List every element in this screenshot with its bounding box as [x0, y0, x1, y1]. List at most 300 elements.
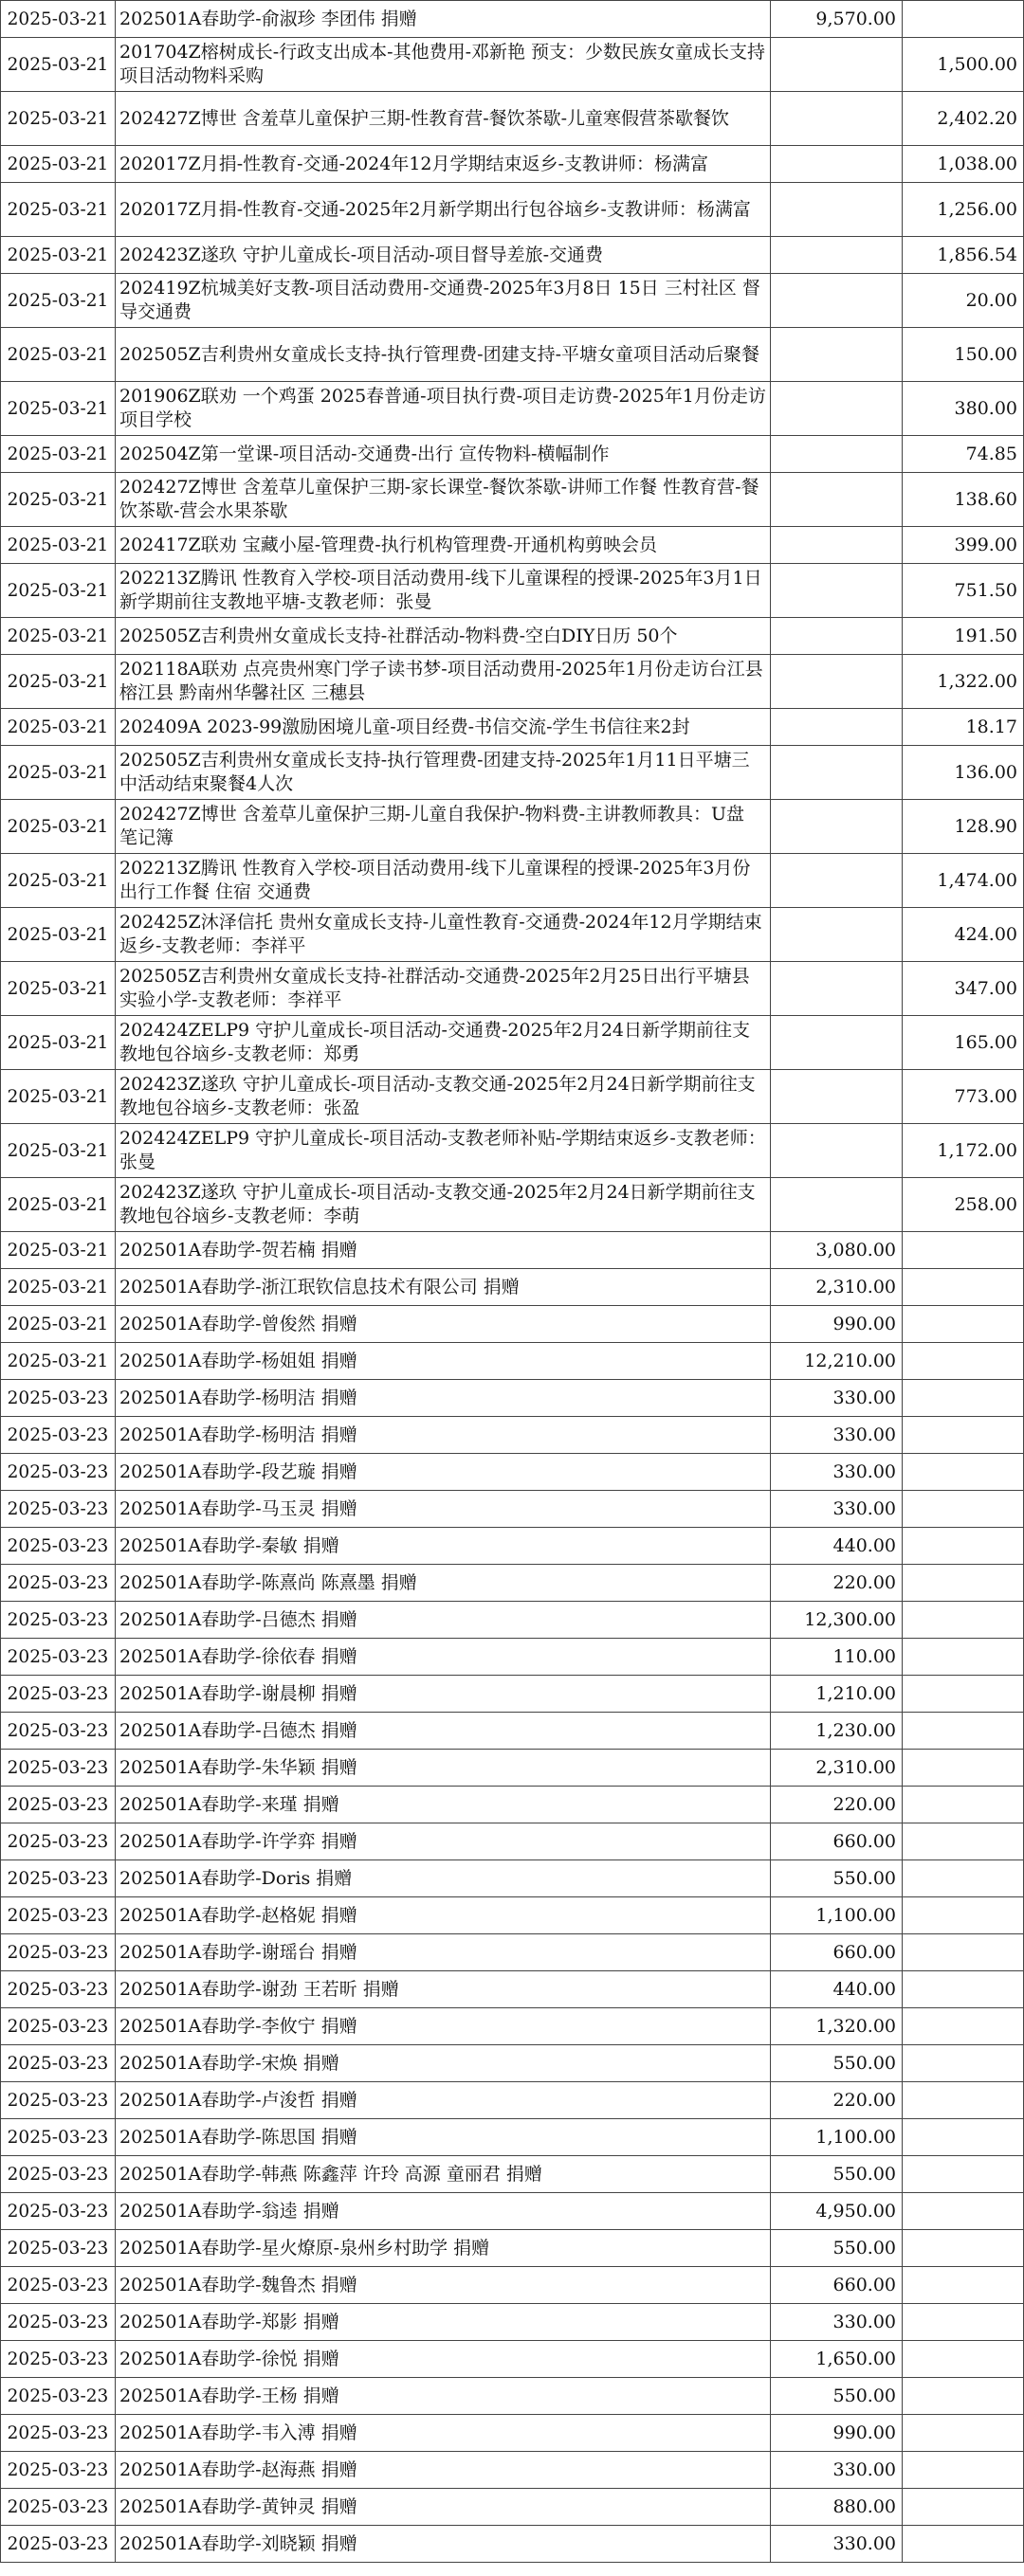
- expense-amount-cell: 399.00: [903, 527, 1024, 564]
- description-cell: 202501A春助学-浙江珉钦信息技术有限公司 捐赠: [116, 1269, 771, 1306]
- expense-amount-cell: [903, 1787, 1024, 1823]
- table-row: [1, 908, 1024, 962]
- date-cell: 2025-03-23: [1, 1897, 116, 1934]
- description-cell: 202501A春助学-郑影 捐赠: [116, 2304, 771, 2341]
- expense-amount-cell: 1,322.00: [903, 655, 1024, 709]
- income-amount-cell: [771, 146, 903, 183]
- date-cell: 2025-03-21: [1, 274, 116, 328]
- ledger-body: [1, 1, 1024, 2563]
- table-row: [1, 1380, 1024, 1417]
- table-row: [1, 1713, 1024, 1750]
- date-cell: 2025-03-23: [1, 1528, 116, 1565]
- table-row: [1, 2341, 1024, 2378]
- date-cell: 2025-03-23: [1, 2304, 116, 2341]
- income-amount-cell: [771, 746, 903, 800]
- table-row: [1, 2415, 1024, 2452]
- income-amount-cell: 220.00: [771, 1787, 903, 1823]
- date-cell: 2025-03-21: [1, 1343, 116, 1380]
- income-amount-cell: [771, 473, 903, 527]
- table-row: [1, 237, 1024, 274]
- date-cell: 2025-03-23: [1, 1639, 116, 1676]
- table-row: [1, 1639, 1024, 1676]
- table-row: [1, 436, 1024, 473]
- income-amount-cell: 660.00: [771, 1823, 903, 1860]
- date-cell: 2025-03-23: [1, 1860, 116, 1897]
- expense-amount-cell: [903, 2193, 1024, 2230]
- table-row: [1, 1787, 1024, 1823]
- table-row: [1, 618, 1024, 655]
- expense-amount-cell: [903, 1528, 1024, 1565]
- expense-amount-cell: 150.00: [903, 328, 1024, 382]
- description-cell: 202505Z吉利贵州女童成长支持-社群活动-物料费-空白DIY日历 50个: [116, 618, 771, 655]
- date-cell: 2025-03-21: [1, 800, 116, 854]
- income-amount-cell: [771, 92, 903, 146]
- date-cell: 2025-03-23: [1, 2045, 116, 2082]
- expense-amount-cell: [903, 1491, 1024, 1528]
- description-cell: 202501A春助学-马玉灵 捐赠: [116, 1491, 771, 1528]
- table-row: [1, 1676, 1024, 1713]
- date-cell: 2025-03-21: [1, 1070, 116, 1124]
- date-cell: 2025-03-21: [1, 1016, 116, 1070]
- income-amount-cell: 1,230.00: [771, 1713, 903, 1750]
- income-amount-cell: [771, 527, 903, 564]
- table-row: [1, 2378, 1024, 2415]
- income-amount-cell: 330.00: [771, 2526, 903, 2563]
- income-amount-cell: 1,320.00: [771, 2008, 903, 2045]
- table-row: [1, 92, 1024, 146]
- date-cell: 2025-03-23: [1, 2341, 116, 2378]
- table-row: [1, 1750, 1024, 1787]
- date-cell: 2025-03-23: [1, 2526, 116, 2563]
- expense-amount-cell: [903, 1565, 1024, 1602]
- table-row: [1, 709, 1024, 746]
- table-row: [1, 1602, 1024, 1639]
- expense-amount-cell: 347.00: [903, 962, 1024, 1016]
- table-row: [1, 564, 1024, 618]
- expense-amount-cell: 1,172.00: [903, 1124, 1024, 1178]
- expense-amount-cell: 1,256.00: [903, 183, 1024, 237]
- date-cell: 2025-03-21: [1, 527, 116, 564]
- description-cell: 202501A春助学-韩燕 陈鑫萍 许玲 高源 童丽君 捐赠: [116, 2156, 771, 2193]
- income-amount-cell: 220.00: [771, 2082, 903, 2119]
- income-amount-cell: 1,650.00: [771, 2341, 903, 2378]
- income-amount-cell: [771, 618, 903, 655]
- table-row: [1, 2452, 1024, 2489]
- income-amount-cell: [771, 328, 903, 382]
- table-row: [1, 1, 1024, 38]
- income-amount-cell: [771, 709, 903, 746]
- date-cell: 2025-03-21: [1, 655, 116, 709]
- table-row: [1, 183, 1024, 237]
- income-amount-cell: 9,570.00: [771, 1, 903, 38]
- income-amount-cell: [771, 655, 903, 709]
- income-amount-cell: [771, 908, 903, 962]
- expense-amount-cell: 380.00: [903, 382, 1024, 436]
- income-amount-cell: [771, 564, 903, 618]
- table-row: [1, 1823, 1024, 1860]
- description-cell: 202118A联劝 点亮贵州寒门学子读书梦-项目活动费用-2025年1月份走访台江县 榕江县 黔南州华馨社区 三穗县: [116, 655, 771, 709]
- description-cell: 202423Z遂玖 守护儿童成长-项目活动-支教交通-2025年2月24日新学期前往支教地包谷垴乡-支教老师：张盈: [116, 1070, 771, 1124]
- description-cell: 202501A春助学-许学弈 捐赠: [116, 1823, 771, 1860]
- income-amount-cell: 12,210.00: [771, 1343, 903, 1380]
- expense-amount-cell: 1,500.00: [903, 38, 1024, 92]
- table-row: [1, 655, 1024, 709]
- date-cell: 2025-03-21: [1, 1, 116, 38]
- income-amount-cell: 550.00: [771, 1860, 903, 1897]
- income-amount-cell: [771, 1016, 903, 1070]
- date-cell: 2025-03-23: [1, 2489, 116, 2526]
- expense-amount-cell: [903, 1639, 1024, 1676]
- expense-amount-cell: [903, 2341, 1024, 2378]
- expense-amount-cell: 191.50: [903, 618, 1024, 655]
- description-cell: 202505Z吉利贵州女童成长支持-执行管理费-团建支持-平塘女童项目活动后聚餐: [116, 328, 771, 382]
- date-cell: 2025-03-23: [1, 1971, 116, 2008]
- table-row: [1, 2082, 1024, 2119]
- table-row: [1, 2267, 1024, 2304]
- date-cell: 2025-03-23: [1, 2378, 116, 2415]
- description-cell: 202501A春助学-赵海燕 捐赠: [116, 2452, 771, 2489]
- expense-amount-cell: 258.00: [903, 1178, 1024, 1232]
- description-cell: 202427Z博世 含羞草儿童保护三期-儿童自我保护-物料费-主讲教师教具：U盘 笔记簿: [116, 800, 771, 854]
- description-cell: 202501A春助学-徐依春 捐赠: [116, 1639, 771, 1676]
- income-amount-cell: [771, 800, 903, 854]
- description-cell: 202501A春助学-谢瑶台 捐赠: [116, 1934, 771, 1971]
- income-amount-cell: 1,100.00: [771, 2119, 903, 2156]
- table-row: [1, 274, 1024, 328]
- description-cell: 202501A春助学-曾俊然 捐赠: [116, 1306, 771, 1343]
- description-cell: 202501A春助学-李攸宁 捐赠: [116, 2008, 771, 2045]
- expense-amount-cell: [903, 2230, 1024, 2267]
- expense-amount-cell: [903, 1232, 1024, 1269]
- expense-amount-cell: [903, 1750, 1024, 1787]
- expense-amount-cell: [903, 2267, 1024, 2304]
- table-row: [1, 527, 1024, 564]
- table-row: [1, 1269, 1024, 1306]
- date-cell: 2025-03-21: [1, 38, 116, 92]
- expense-amount-cell: 1,474.00: [903, 854, 1024, 908]
- date-cell: 2025-03-21: [1, 618, 116, 655]
- expense-amount-cell: [903, 2526, 1024, 2563]
- table-row: [1, 1343, 1024, 1380]
- table-row: [1, 1124, 1024, 1178]
- expense-amount-cell: [903, 1676, 1024, 1713]
- description-cell: 202409A 2023-99激励困境儿童-项目经费-书信交流-学生书信往来2封: [116, 709, 771, 746]
- expense-amount-cell: [903, 1269, 1024, 1306]
- income-amount-cell: [771, 382, 903, 436]
- expense-amount-cell: [903, 2378, 1024, 2415]
- description-cell: 202501A春助学-魏鲁杰 捐赠: [116, 2267, 771, 2304]
- income-amount-cell: 110.00: [771, 1639, 903, 1676]
- expense-amount-cell: [903, 2082, 1024, 2119]
- description-cell: 202427Z博世 含羞草儿童保护三期-性教育营-餐饮茶歇-儿童寒假营茶歇餐饮: [116, 92, 771, 146]
- table-row: [1, 1070, 1024, 1124]
- description-cell: 202501A春助学-来瑾 捐赠: [116, 1787, 771, 1823]
- table-row: [1, 2119, 1024, 2156]
- date-cell: 2025-03-21: [1, 962, 116, 1016]
- description-cell: 202504Z第一堂课-项目活动-交通费-出行 宣传物料-横幅制作: [116, 436, 771, 473]
- income-amount-cell: 550.00: [771, 2156, 903, 2193]
- expense-amount-cell: [903, 1971, 1024, 2008]
- table-row: [1, 962, 1024, 1016]
- income-amount-cell: [771, 274, 903, 328]
- expense-amount-cell: [903, 1602, 1024, 1639]
- date-cell: 2025-03-23: [1, 1454, 116, 1491]
- description-cell: 202427Z博世 含羞草儿童保护三期-家长课堂-餐饮茶歇-讲师工作餐 性教育营-餐饮茶歇-营会水果茶歇: [116, 473, 771, 527]
- income-amount-cell: 330.00: [771, 1454, 903, 1491]
- date-cell: 2025-03-21: [1, 473, 116, 527]
- income-amount-cell: [771, 183, 903, 237]
- description-cell: 202501A春助学-贺若楠 捐赠: [116, 1232, 771, 1269]
- income-amount-cell: 2,310.00: [771, 1269, 903, 1306]
- income-amount-cell: 330.00: [771, 1380, 903, 1417]
- date-cell: 2025-03-21: [1, 908, 116, 962]
- expense-amount-cell: [903, 1713, 1024, 1750]
- table-row: [1, 800, 1024, 854]
- date-cell: 2025-03-23: [1, 1713, 116, 1750]
- income-amount-cell: 330.00: [771, 2304, 903, 2341]
- expense-amount-cell: 20.00: [903, 274, 1024, 328]
- income-amount-cell: 660.00: [771, 1934, 903, 1971]
- table-row: [1, 2304, 1024, 2341]
- description-cell: 202505Z吉利贵州女童成长支持-执行管理费-团建支持-2025年1月11日平塘三中活动结束聚餐4人次: [116, 746, 771, 800]
- date-cell: 2025-03-23: [1, 2156, 116, 2193]
- income-amount-cell: 4,950.00: [771, 2193, 903, 2230]
- date-cell: 2025-03-23: [1, 1676, 116, 1713]
- description-cell: 202501A春助学-Doris 捐赠: [116, 1860, 771, 1897]
- income-amount-cell: 1,210.00: [771, 1676, 903, 1713]
- income-amount-cell: 330.00: [771, 1491, 903, 1528]
- table-row: [1, 146, 1024, 183]
- income-amount-cell: [771, 854, 903, 908]
- expense-amount-cell: 2,402.20: [903, 92, 1024, 146]
- expense-amount-cell: [903, 1897, 1024, 1934]
- income-amount-cell: 3,080.00: [771, 1232, 903, 1269]
- table-row: [1, 2230, 1024, 2267]
- table-row: [1, 1528, 1024, 1565]
- income-amount-cell: 990.00: [771, 2415, 903, 2452]
- income-amount-cell: 880.00: [771, 2489, 903, 2526]
- expense-amount-cell: [903, 1306, 1024, 1343]
- date-cell: 2025-03-21: [1, 1269, 116, 1306]
- description-cell: 202424ZELP9 守护儿童成长-项目活动-交通费-2025年2月24日新学期前往支教地包谷垴乡-支教老师：郑勇: [116, 1016, 771, 1070]
- expense-amount-cell: [903, 1, 1024, 38]
- date-cell: 2025-03-23: [1, 2415, 116, 2452]
- table-row: [1, 473, 1024, 527]
- expense-amount-cell: [903, 1343, 1024, 1380]
- table-row: [1, 1232, 1024, 1269]
- expense-amount-cell: [903, 2119, 1024, 2156]
- expense-amount-cell: 1,038.00: [903, 146, 1024, 183]
- description-cell: 202501A春助学-秦敏 捐赠: [116, 1528, 771, 1565]
- description-cell: 202501A春助学-谢晨柳 捐赠: [116, 1676, 771, 1713]
- description-cell: 202501A春助学-俞淑珍 李团伟 捐赠: [116, 1, 771, 38]
- table-row: [1, 328, 1024, 382]
- income-amount-cell: 2,310.00: [771, 1750, 903, 1787]
- description-cell: 202423Z遂玖 守护儿童成长-项目活动-项目督导差旅-交通费: [116, 237, 771, 274]
- date-cell: 2025-03-21: [1, 1232, 116, 1269]
- date-cell: 2025-03-23: [1, 1565, 116, 1602]
- income-amount-cell: 550.00: [771, 2378, 903, 2415]
- income-amount-cell: 660.00: [771, 2267, 903, 2304]
- expense-amount-cell: [903, 1934, 1024, 1971]
- income-amount-cell: 550.00: [771, 2230, 903, 2267]
- expense-amount-cell: 138.60: [903, 473, 1024, 527]
- description-cell: 202501A春助学-陈熹尚 陈熹墨 捐赠: [116, 1565, 771, 1602]
- expense-amount-cell: [903, 2156, 1024, 2193]
- description-cell: 202501A春助学-黄钟灵 捐赠: [116, 2489, 771, 2526]
- expense-amount-cell: 165.00: [903, 1016, 1024, 1070]
- date-cell: 2025-03-21: [1, 146, 116, 183]
- description-cell: 202501A春助学-杨姐姐 捐赠: [116, 1343, 771, 1380]
- description-cell: 202501A春助学-赵格妮 捐赠: [116, 1897, 771, 1934]
- income-amount-cell: 220.00: [771, 1565, 903, 1602]
- income-amount-cell: 440.00: [771, 1971, 903, 2008]
- description-cell: 202501A春助学-吕德杰 捐赠: [116, 1713, 771, 1750]
- description-cell: 202425Z沐泽信托 贵州女童成长支持-儿童性教育-交通费-2024年12月学期结束返乡-支教老师：李祥平: [116, 908, 771, 962]
- table-row: [1, 1860, 1024, 1897]
- income-amount-cell: [771, 38, 903, 92]
- expense-amount-cell: 773.00: [903, 1070, 1024, 1124]
- income-amount-cell: [771, 1070, 903, 1124]
- table-row: [1, 2526, 1024, 2563]
- description-cell: 202505Z吉利贵州女童成长支持-社群活动-交通费-2025年2月25日出行平塘县实验小学-支教老师：李祥平: [116, 962, 771, 1016]
- description-cell: 201704Z榕树成长-行政支出成本-其他费用-邓新艳 预支：少数民族女童成长支持项目活动物料采购: [116, 38, 771, 92]
- expense-amount-cell: [903, 1417, 1024, 1454]
- table-row: [1, 1306, 1024, 1343]
- description-cell: 202213Z腾讯 性教育入学校-项目活动费用-线下儿童课程的授课-2025年3月1日新学期前往支教地平塘-支教老师：张曼: [116, 564, 771, 618]
- income-amount-cell: 550.00: [771, 2045, 903, 2082]
- date-cell: 2025-03-23: [1, 1380, 116, 1417]
- description-cell: 202501A春助学-刘晓颖 捐赠: [116, 2526, 771, 2563]
- date-cell: 2025-03-23: [1, 1823, 116, 1860]
- income-amount-cell: [771, 237, 903, 274]
- table-row: [1, 2008, 1024, 2045]
- expense-amount-cell: [903, 2415, 1024, 2452]
- date-cell: 2025-03-21: [1, 436, 116, 473]
- table-row: [1, 1565, 1024, 1602]
- date-cell: 2025-03-21: [1, 746, 116, 800]
- table-row: [1, 38, 1024, 92]
- description-cell: 202501A春助学-陈思国 捐赠: [116, 2119, 771, 2156]
- table-row: [1, 2045, 1024, 2082]
- table-row: [1, 746, 1024, 800]
- table-row: [1, 1491, 1024, 1528]
- table-row: [1, 1897, 1024, 1934]
- expense-amount-cell: 424.00: [903, 908, 1024, 962]
- date-cell: 2025-03-21: [1, 237, 116, 274]
- expense-amount-cell: [903, 2452, 1024, 2489]
- table-row: [1, 854, 1024, 908]
- table-row: [1, 382, 1024, 436]
- expense-amount-cell: [903, 2304, 1024, 2341]
- table-row: [1, 1016, 1024, 1070]
- date-cell: 2025-03-23: [1, 2230, 116, 2267]
- date-cell: 2025-03-23: [1, 1934, 116, 1971]
- expense-amount-cell: [903, 1454, 1024, 1491]
- description-cell: 202501A春助学-韦入溥 捐赠: [116, 2415, 771, 2452]
- date-cell: 2025-03-21: [1, 382, 116, 436]
- description-cell: 202501A春助学-宋焕 捐赠: [116, 2045, 771, 2082]
- income-amount-cell: [771, 1178, 903, 1232]
- description-cell: 202501A春助学-翁逵 捐赠: [116, 2193, 771, 2230]
- description-cell: 202213Z腾讯 性教育入学校-项目活动费用-线下儿童课程的授课-2025年3月份出行工作餐 住宿 交通费: [116, 854, 771, 908]
- income-amount-cell: [771, 962, 903, 1016]
- income-amount-cell: 330.00: [771, 1417, 903, 1454]
- date-cell: 2025-03-21: [1, 709, 116, 746]
- date-cell: 2025-03-23: [1, 2008, 116, 2045]
- date-cell: 2025-03-21: [1, 183, 116, 237]
- description-cell: 201906Z联劝 一个鸡蛋 2025春普通-项目执行费-项目走访费-2025年1月份走访项目学校: [116, 382, 771, 436]
- description-cell: 202017Z月捐-性教育-交通-2024年12月学期结束返乡-支教讲师：杨满富: [116, 146, 771, 183]
- expense-amount-cell: 1,856.54: [903, 237, 1024, 274]
- description-cell: 202501A春助学-朱华颖 捐赠: [116, 1750, 771, 1787]
- description-cell: 202501A春助学-杨明洁 捐赠: [116, 1417, 771, 1454]
- date-cell: 2025-03-23: [1, 2452, 116, 2489]
- table-row: [1, 1178, 1024, 1232]
- date-cell: 2025-03-21: [1, 854, 116, 908]
- description-cell: 202501A春助学-星火燎原-泉州乡村助学 捐赠: [116, 2230, 771, 2267]
- income-amount-cell: [771, 1124, 903, 1178]
- description-cell: 202501A春助学-王杨 捐赠: [116, 2378, 771, 2415]
- description-cell: 202423Z遂玖 守护儿童成长-项目活动-支教交通-2025年2月24日新学期前往支教地包谷垴乡-支教老师：李萌: [116, 1178, 771, 1232]
- description-cell: 202501A春助学-段艺璇 捐赠: [116, 1454, 771, 1491]
- description-cell: 202501A春助学-吕德杰 捐赠: [116, 1602, 771, 1639]
- date-cell: 2025-03-23: [1, 1750, 116, 1787]
- table-row: [1, 2156, 1024, 2193]
- income-amount-cell: 440.00: [771, 1528, 903, 1565]
- expense-amount-cell: [903, 2045, 1024, 2082]
- income-amount-cell: 12,300.00: [771, 1602, 903, 1639]
- expense-amount-cell: 18.17: [903, 709, 1024, 746]
- expense-amount-cell: [903, 2489, 1024, 2526]
- description-cell: 202424ZELP9 守护儿童成长-项目活动-支教老师补贴-学期结束返乡-支教老师：张曼: [116, 1124, 771, 1178]
- description-cell: 202501A春助学-谢劲 王若昕 捐赠: [116, 1971, 771, 2008]
- table-row: [1, 1454, 1024, 1491]
- date-cell: 2025-03-21: [1, 564, 116, 618]
- date-cell: 2025-03-23: [1, 2082, 116, 2119]
- expense-amount-cell: [903, 2008, 1024, 2045]
- description-cell: 202501A春助学-徐悦 捐赠: [116, 2341, 771, 2378]
- expense-amount-cell: [903, 1380, 1024, 1417]
- date-cell: 2025-03-23: [1, 1787, 116, 1823]
- expense-amount-cell: 136.00: [903, 746, 1024, 800]
- income-amount-cell: [771, 436, 903, 473]
- date-cell: 2025-03-21: [1, 92, 116, 146]
- income-amount-cell: 330.00: [771, 2452, 903, 2489]
- description-cell: 202501A春助学-卢浚哲 捐赠: [116, 2082, 771, 2119]
- date-cell: 2025-03-23: [1, 2119, 116, 2156]
- table-row: [1, 1934, 1024, 1971]
- description-cell: 202419Z杭城美好支教-项目活动费用-交通费-2025年3月8日 15日 三村社区 督导交通费: [116, 274, 771, 328]
- table-row: [1, 1971, 1024, 2008]
- table-row: [1, 2193, 1024, 2230]
- date-cell: 2025-03-21: [1, 1306, 116, 1343]
- income-amount-cell: 1,100.00: [771, 1897, 903, 1934]
- income-amount-cell: 990.00: [771, 1306, 903, 1343]
- date-cell: 2025-03-21: [1, 1124, 116, 1178]
- table-row: [1, 2489, 1024, 2526]
- description-cell: 202017Z月捐-性教育-交通-2025年2月新学期出行包谷垴乡-支教讲师：杨满富: [116, 183, 771, 237]
- table-row: [1, 1417, 1024, 1454]
- expense-amount-cell: [903, 1823, 1024, 1860]
- date-cell: 2025-03-23: [1, 1491, 116, 1528]
- date-cell: 2025-03-23: [1, 2267, 116, 2304]
- expense-amount-cell: [903, 1860, 1024, 1897]
- expense-amount-cell: 74.85: [903, 436, 1024, 473]
- date-cell: 2025-03-21: [1, 1178, 116, 1232]
- date-cell: 2025-03-23: [1, 1417, 116, 1454]
- expense-amount-cell: 128.90: [903, 800, 1024, 854]
